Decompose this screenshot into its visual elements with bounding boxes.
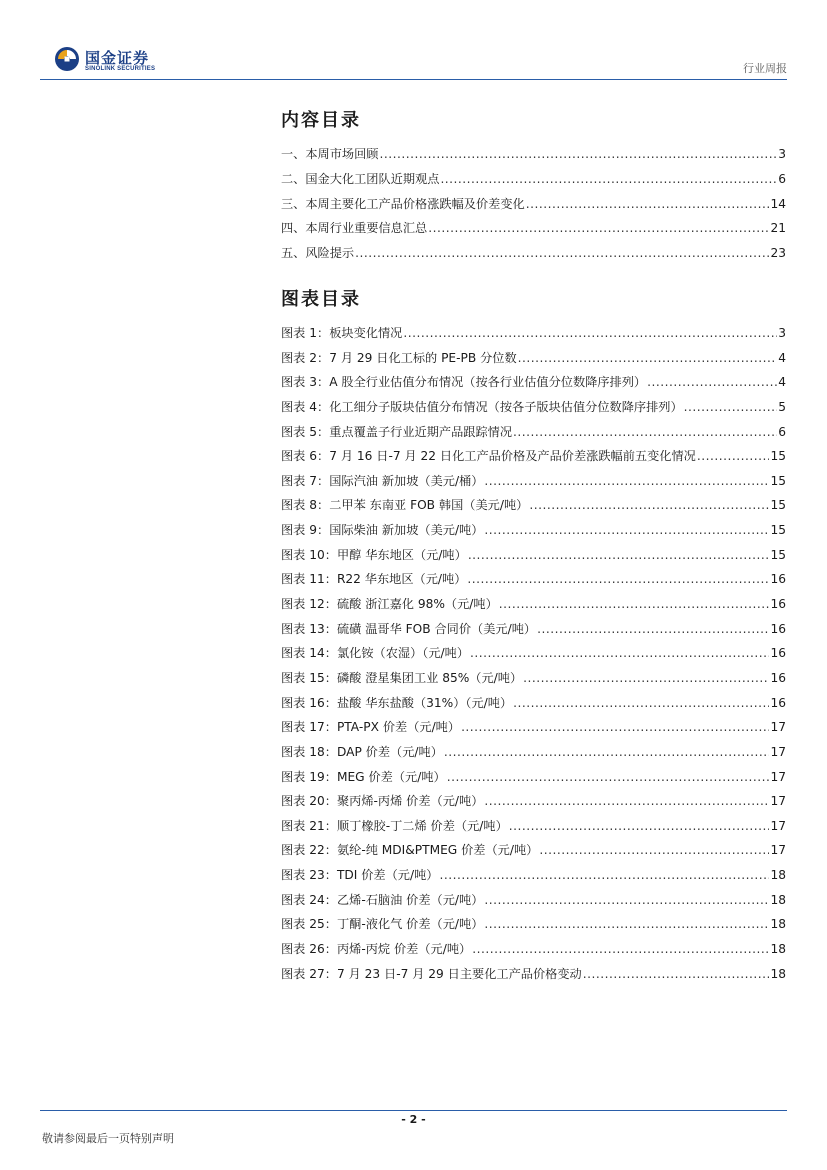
contents-list [281, 142, 786, 266]
toc-entry-page: 16 [770, 670, 786, 685]
toc-entry[interactable] [281, 814, 786, 839]
toc-entry[interactable] [281, 567, 786, 592]
toc-entry[interactable] [281, 370, 786, 395]
toc-entry[interactable] [281, 912, 786, 937]
logo-chinese-name: 国金证券 [85, 49, 150, 67]
toc-entry-label: 图表 16：盐酸 华东盐酸（31%）（元/吨） [281, 695, 513, 710]
toc-leader-dots [684, 395, 778, 420]
toc-entry-page: 3 [778, 325, 786, 340]
toc-leader-dots [355, 241, 769, 266]
toc-entry-page: 4 [778, 350, 786, 365]
toc-entry-label: 图表 23：TDI 价差（元/吨） [281, 868, 439, 883]
toc-leader-dots [526, 192, 770, 217]
toc-leader-dots [380, 142, 778, 167]
toc-entry-page: 3 [778, 147, 786, 161]
toc-leader-dots [440, 167, 777, 192]
toc-leader-dots [472, 937, 769, 962]
toc-entry-page: 15 [770, 523, 786, 538]
toc-entry-page: 18 [770, 917, 786, 932]
toc-leader-dots [513, 420, 777, 445]
toc-entry-label: 图表 27：7 月 23 日-7 月 29 日主要化工产品价格变动 [281, 966, 582, 981]
toc-entry-page: 16 [770, 597, 786, 612]
toc-leader-dots [509, 814, 770, 839]
toc-leader-dots [447, 765, 770, 790]
toc-entry-label: 图表 11：R22 华东地区（元/吨） [281, 572, 467, 587]
toc-entry[interactable] [281, 216, 786, 241]
main-content [281, 108, 786, 986]
toc-leader-dots [467, 567, 769, 592]
toc-entry-label: 图表 14：氯化铵（农湿）（元/吨） [281, 646, 470, 661]
toc-entry-label: 图表 6：7 月 16 日-7 月 22 日化工产品价格及产品价差涨跌幅前五变化情况 [281, 449, 696, 464]
toc-leader-dots [518, 346, 778, 371]
toc-entry[interactable] [281, 444, 786, 469]
toc-entry-page: 15 [770, 449, 786, 464]
toc-entry[interactable] [281, 543, 786, 568]
toc-entry-label: 图表 5：重点覆盖子行业近期产品跟踪情况 [281, 424, 513, 439]
toc-entry[interactable] [281, 321, 786, 346]
toc-leader-dots [697, 444, 770, 469]
toc-entry-label: 图表 15：磷酸 澄星集团工业 85%（元/吨） [281, 670, 523, 685]
toc-leader-dots [444, 740, 770, 765]
contents-title: 内容目录 [281, 110, 361, 131]
footer-divider [40, 1110, 787, 1111]
toc-entry-page: 21 [770, 221, 786, 236]
toc-entry[interactable] [281, 167, 786, 192]
toc-leader-dots [470, 641, 769, 666]
toc-entry-page: 18 [770, 892, 786, 907]
toc-entry-label: 图表 20：聚丙烯-丙烯 价差（元/吨） [281, 794, 484, 809]
toc-entry[interactable] [281, 962, 786, 987]
toc-entry[interactable] [281, 740, 786, 765]
toc-entry-label: 图表 1：板块变化情况 [281, 325, 403, 340]
toc-entry-page: 17 [770, 794, 786, 809]
toc-leader-dots [484, 789, 769, 814]
sinolink-logo-icon [54, 46, 80, 72]
toc-entry-page: 18 [770, 966, 786, 981]
toc-entry[interactable] [281, 691, 786, 716]
toc-entry-label: 图表 12：硫酸 浙江嘉化 98%（元/吨） [281, 597, 498, 612]
toc-entry-page: 14 [770, 196, 786, 211]
document-type: 行业周报 [743, 62, 787, 75]
toc-entry-page: 15 [770, 473, 786, 488]
toc-entry[interactable] [281, 241, 786, 266]
toc-entry[interactable] [281, 617, 786, 642]
toc-entry[interactable] [281, 641, 786, 666]
toc-entry-label: 图表 24：乙烯-石脑油 价差（元/吨） [281, 892, 484, 907]
toc-leader-dots [468, 543, 770, 568]
toc-entry-page: 17 [770, 720, 786, 735]
toc-leader-dots [499, 592, 770, 617]
toc-entry-label: 四、本周行业重要信息汇总 [281, 221, 428, 236]
toc-leader-dots [439, 863, 769, 888]
toc-leader-dots [403, 321, 777, 346]
toc-entry[interactable] [281, 592, 786, 617]
toc-leader-dots [428, 216, 769, 241]
figures-list [281, 321, 786, 986]
toc-leader-dots [583, 962, 770, 987]
toc-entry-page: 5 [778, 399, 786, 414]
toc-entry[interactable] [281, 863, 786, 888]
toc-entry-label: 图表 25：丁酮-液化气 价差（元/吨） [281, 917, 484, 932]
toc-entry[interactable] [281, 789, 786, 814]
toc-leader-dots [484, 518, 769, 543]
toc-entry-page: 23 [770, 246, 786, 261]
toc-leader-dots [461, 715, 769, 740]
toc-leader-dots [539, 838, 769, 863]
toc-entry-page: 4 [778, 375, 786, 390]
toc-leader-dots [513, 691, 769, 716]
toc-entry-page: 15 [770, 498, 786, 513]
toc-entry-page: 18 [770, 868, 786, 883]
toc-entry-page: 16 [770, 572, 786, 587]
toc-entry-label: 图表 21：顺丁橡胶-丁二烯 价差（元/吨） [281, 818, 508, 833]
toc-entry[interactable] [281, 420, 786, 445]
toc-entry-label: 图表 8：二甲苯 东南亚 FOB 韩国（美元/吨） [281, 498, 529, 513]
toc-entry-label: 图表 2：7 月 29 日化工标的 PE-PB 分位数 [281, 350, 517, 365]
page-header [0, 0, 827, 82]
toc-entry-page: 17 [770, 818, 786, 833]
toc-entry-page: 17 [770, 843, 786, 858]
toc-leader-dots [537, 617, 769, 642]
toc-entry[interactable] [281, 715, 786, 740]
toc-entry-page: 18 [770, 942, 786, 956]
toc-entry-label: 图表 17：PTA-PX 价差（元/吨） [281, 720, 461, 735]
toc-leader-dots [647, 370, 777, 395]
toc-entry-page: 17 [770, 769, 786, 784]
toc-entry-label: 一、本周市场回顾 [281, 147, 379, 161]
header-divider [40, 79, 787, 80]
toc-entry-label: 五、风险提示 [281, 246, 355, 261]
toc-entry-page: 17 [770, 744, 786, 759]
toc-entry[interactable] [281, 937, 786, 962]
toc-entry[interactable] [281, 493, 786, 518]
toc-entry[interactable] [281, 518, 786, 543]
toc-entry[interactable] [281, 142, 786, 167]
toc-leader-dots [484, 469, 769, 494]
toc-entry[interactable] [281, 888, 786, 913]
toc-entry-label: 图表 19：MEG 价差（元/吨） [281, 769, 446, 784]
toc-entry-label: 三、本周主要化工产品价格涨跌幅及价差变化 [281, 196, 525, 211]
toc-entry[interactable] [281, 469, 786, 494]
toc-entry-label: 图表 10：甲醇 华东地区（元/吨） [281, 547, 467, 562]
toc-entry-page: 15 [770, 547, 786, 562]
toc-entry-label: 二、国金大化工团队近期观点 [281, 171, 440, 186]
toc-entry[interactable] [281, 765, 786, 790]
toc-entry[interactable] [281, 838, 786, 863]
toc-entry-label: 图表 18：DAP 价差（元/吨） [281, 744, 443, 759]
toc-entry-label: 图表 13：硫磺 温哥华 FOB 合同价（美元/吨） [281, 621, 537, 636]
toc-leader-dots [523, 666, 769, 691]
toc-entry[interactable] [281, 395, 786, 420]
toc-entry[interactable] [281, 192, 786, 217]
toc-entry-page: 6 [778, 424, 786, 439]
figures-title: 图表目录 [281, 288, 361, 310]
toc-entry[interactable] [281, 346, 786, 371]
toc-leader-dots [484, 888, 769, 913]
toc-entry-page: 6 [778, 171, 786, 186]
page-number: - 2 - [401, 1113, 426, 1126]
toc-entry-label: 图表 3：A 股全行业估值分布情况（按各行业估值分位数降序排列） [281, 375, 647, 390]
toc-entry-page: 16 [770, 621, 786, 636]
toc-entry-label: 图表 26：丙烯-丙烷 价差（元/吨） [281, 942, 472, 956]
footer-disclaimer: 敬请参阅最后一页特别声明 [42, 1132, 174, 1145]
company-logo [54, 46, 174, 76]
toc-entry-page: 16 [770, 695, 786, 710]
toc-entry-label: 图表 7：国际汽油 新加坡（美元/桶） [281, 473, 484, 488]
toc-entry[interactable] [281, 666, 786, 691]
toc-leader-dots [529, 493, 769, 518]
toc-leader-dots [484, 912, 769, 937]
toc-entry-label: 图表 4：化工细分子版块估值分布情况（按各子版块估值分位数降序排列） [281, 399, 683, 414]
toc-entry-page: 16 [770, 646, 786, 661]
toc-entry-label: 图表 22：氨纶-纯 MDI&PTMEG 价差（元/吨） [281, 843, 539, 858]
logo-english-name: SINOLINK SECURITIES [85, 66, 156, 72]
toc-entry-label: 图表 9：国际柴油 新加坡（美元/吨） [281, 523, 484, 538]
